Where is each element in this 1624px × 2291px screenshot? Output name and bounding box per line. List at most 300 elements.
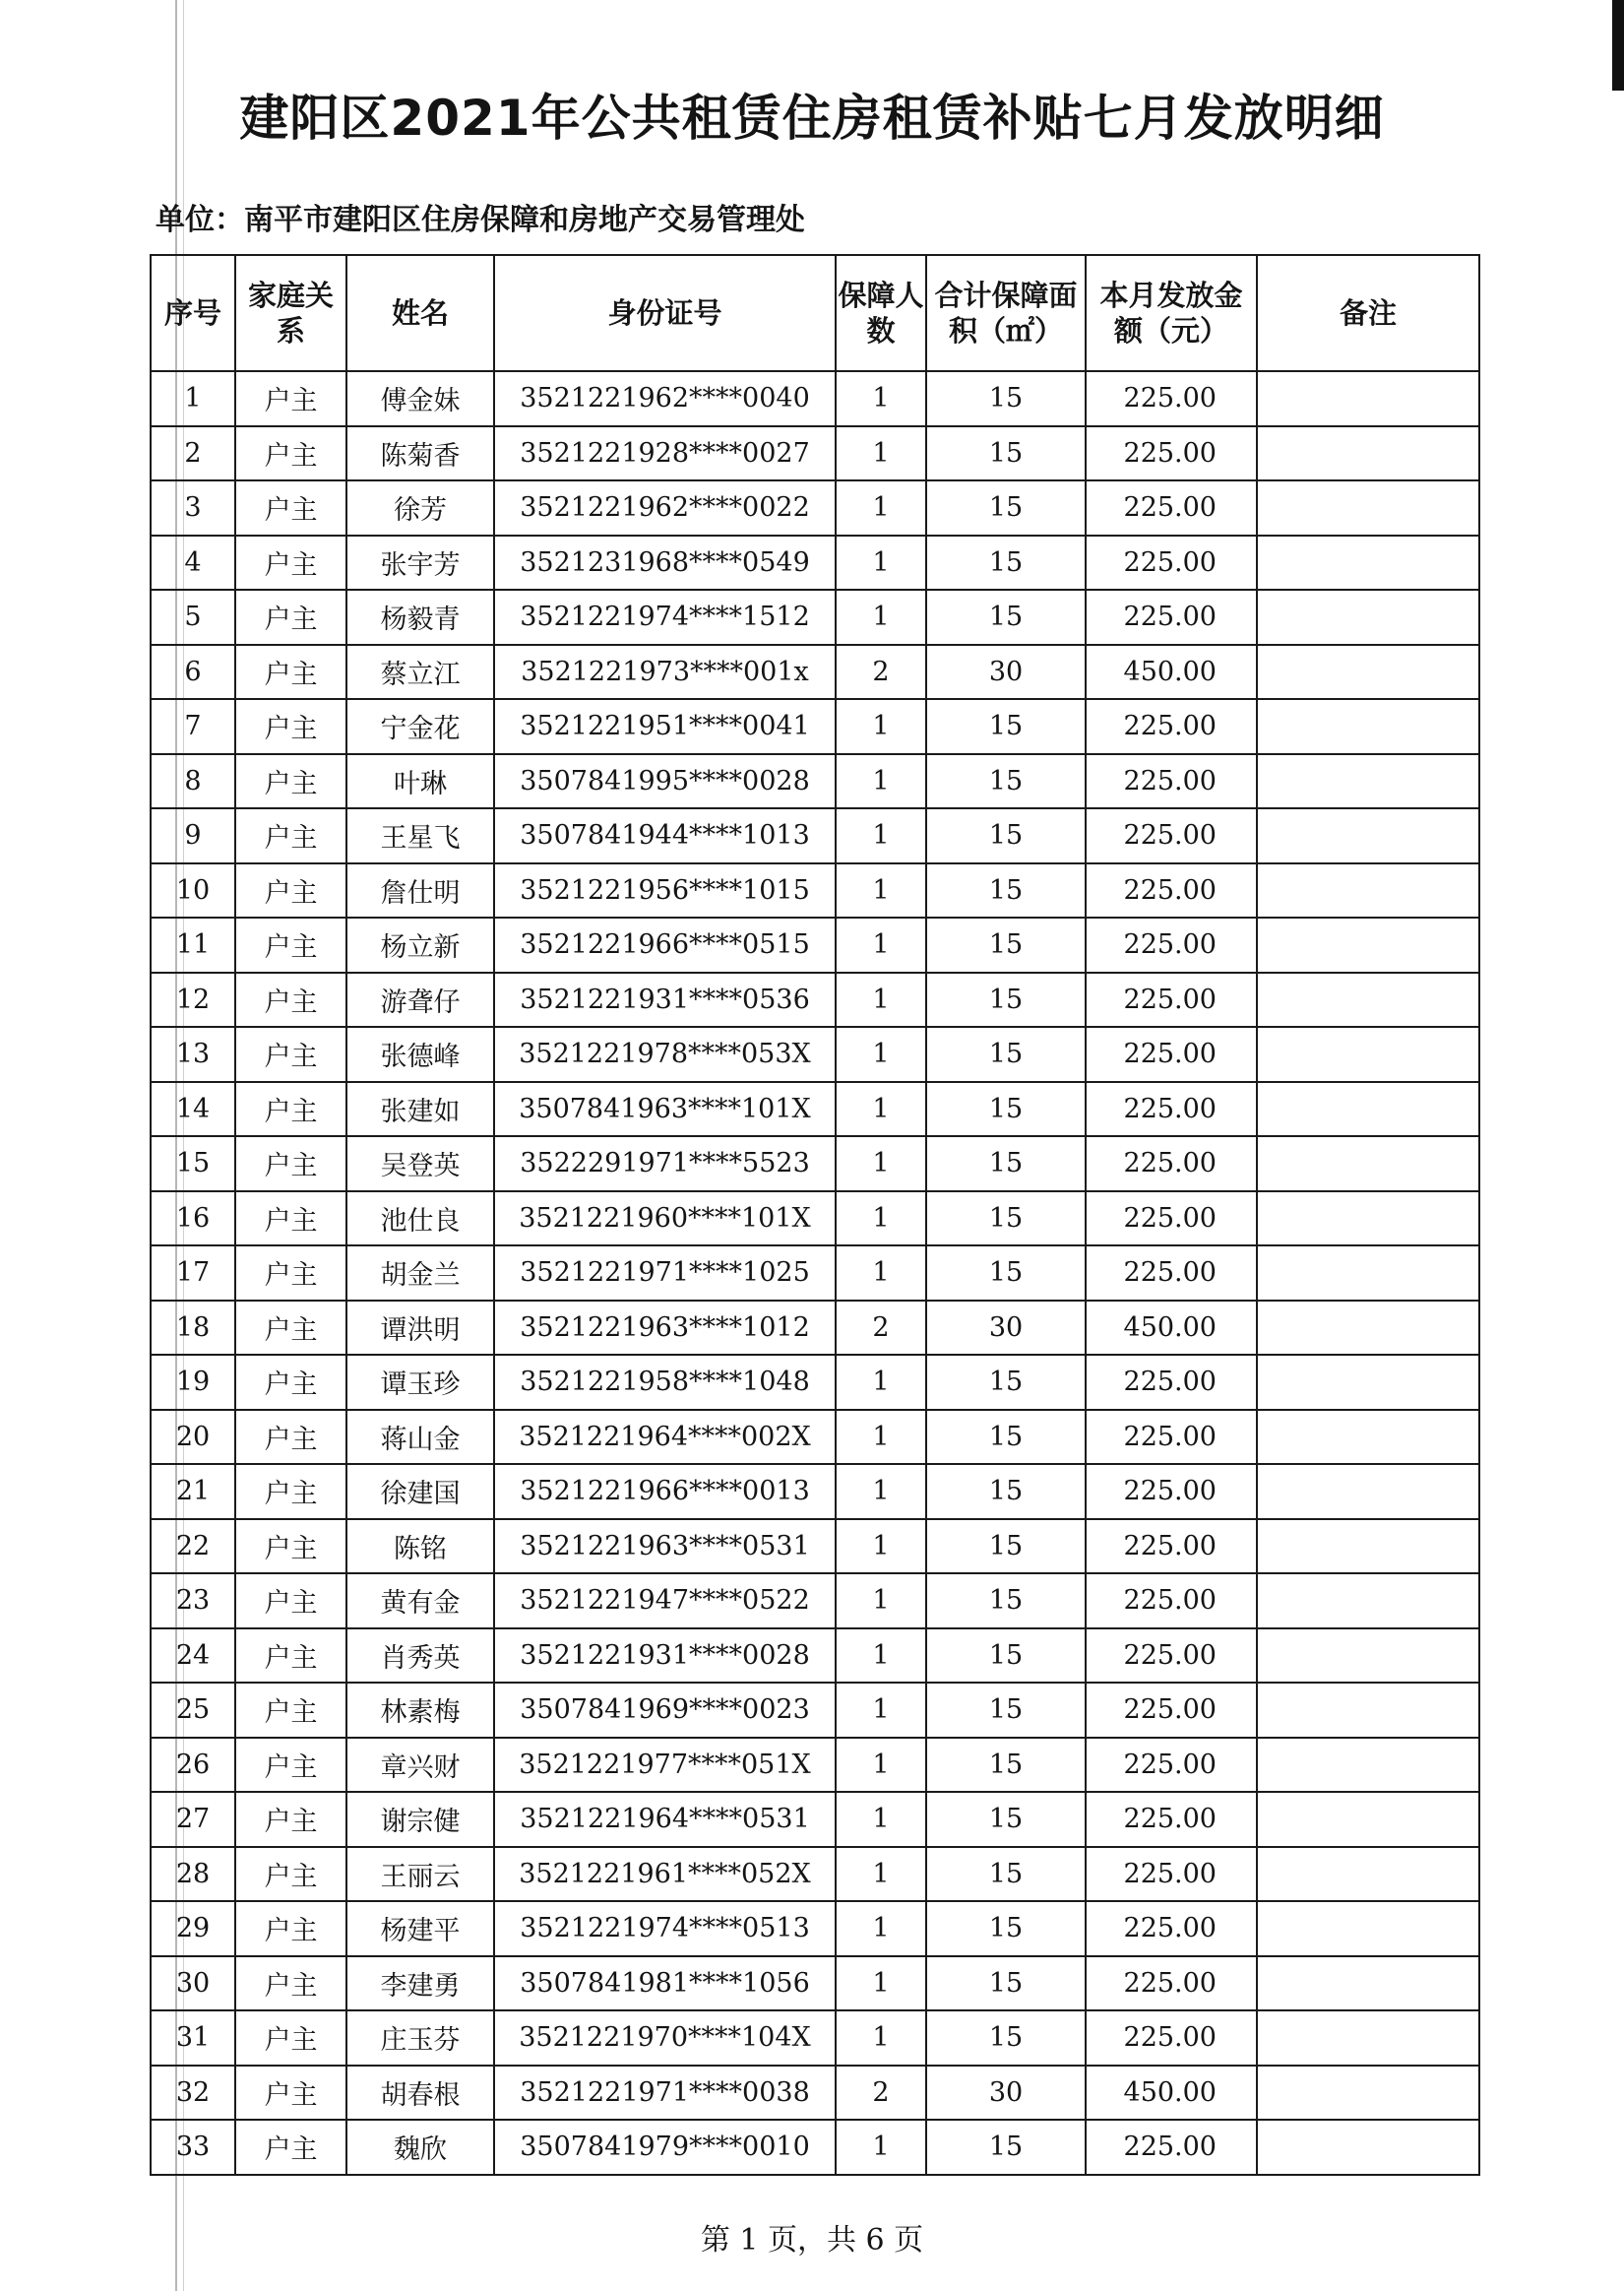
cell-id: 3507841995****0028 [494, 754, 836, 809]
cell-persons: 1 [836, 1847, 926, 1902]
cell-area: 15 [926, 1628, 1086, 1684]
cell-id: 3521221974****0513 [494, 1901, 836, 1956]
cell-area: 15 [926, 1355, 1086, 1410]
table-row [151, 973, 1479, 1028]
cell-id: 3521221931****0536 [494, 973, 836, 1028]
table-row [151, 590, 1479, 645]
cell-amount: 225.00 [1086, 1027, 1257, 1082]
page-footer: 第 1 页，共 6 页 [700, 2223, 924, 2258]
header-amount: 本月发放金额（元） [1086, 255, 1257, 371]
table-row [151, 645, 1479, 700]
cell-remark [1257, 1245, 1479, 1301]
cell-seq: 30 [151, 1956, 235, 2011]
cell-remark [1257, 1355, 1479, 1410]
cell-area: 15 [926, 371, 1086, 426]
cell-relation: 户主 [235, 1573, 346, 1628]
cell-remark [1257, 918, 1479, 973]
table-row [151, 2120, 1479, 2175]
table-row [151, 808, 1479, 863]
cell-remark [1257, 1573, 1479, 1628]
cell-relation: 户主 [235, 1082, 346, 1137]
cell-seq: 16 [151, 1191, 235, 1246]
cell-area: 15 [926, 536, 1086, 591]
cell-relation: 户主 [235, 480, 346, 536]
cell-persons: 2 [836, 645, 926, 700]
cell-relation: 户主 [235, 973, 346, 1028]
cell-relation: 户主 [235, 371, 346, 426]
cell-id: 3521221964****0531 [494, 1792, 836, 1847]
cell-area: 15 [926, 480, 1086, 536]
cell-id: 3521221956****1015 [494, 863, 836, 919]
cell-relation: 户主 [235, 1410, 346, 1465]
cell-persons: 1 [836, 2120, 926, 2175]
cell-seq: 13 [151, 1027, 235, 1082]
cell-persons: 1 [836, 426, 926, 481]
cell-relation: 户主 [235, 1464, 346, 1519]
cell-name: 谭玉珍 [346, 1355, 494, 1410]
cell-name: 谢宗健 [346, 1792, 494, 1847]
cell-amount: 225.00 [1086, 1956, 1257, 2011]
cell-remark [1257, 808, 1479, 863]
cell-amount: 225.00 [1086, 1683, 1257, 1738]
cell-persons: 1 [836, 1683, 926, 1738]
cell-amount: 225.00 [1086, 699, 1257, 754]
cell-persons: 1 [836, 1628, 926, 1684]
cell-relation: 户主 [235, 1136, 346, 1191]
cell-amount: 450.00 [1086, 645, 1257, 700]
cell-seq: 3 [151, 480, 235, 536]
table-row [151, 1410, 1479, 1465]
cell-id: 3521221964****002X [494, 1410, 836, 1465]
cell-persons: 1 [836, 1191, 926, 1246]
cell-persons: 1 [836, 1738, 926, 1793]
cell-remark [1257, 1136, 1479, 1191]
cell-amount: 225.00 [1086, 1573, 1257, 1628]
cell-persons: 1 [836, 754, 926, 809]
cell-remark [1257, 1683, 1479, 1738]
cell-area: 15 [926, 1683, 1086, 1738]
cell-persons: 1 [836, 1027, 926, 1082]
table-row [151, 2066, 1479, 2121]
cell-area: 30 [926, 1301, 1086, 1356]
cell-remark [1257, 2066, 1479, 2121]
cell-relation: 户主 [235, 1792, 346, 1847]
cell-amount: 450.00 [1086, 2066, 1257, 2121]
cell-amount: 225.00 [1086, 863, 1257, 919]
cell-name: 李建勇 [346, 1956, 494, 2011]
cell-id: 3521221931****0028 [494, 1628, 836, 1684]
cell-persons: 1 [836, 1245, 926, 1301]
cell-persons: 1 [836, 1082, 926, 1137]
cell-area: 15 [926, 1082, 1086, 1137]
table-row [151, 371, 1479, 426]
cell-amount: 225.00 [1086, 973, 1257, 1028]
table-row [151, 1573, 1479, 1628]
cell-amount: 225.00 [1086, 1410, 1257, 1465]
cell-persons: 1 [836, 699, 926, 754]
cell-relation: 户主 [235, 1027, 346, 1082]
cell-amount: 225.00 [1086, 1245, 1257, 1301]
cell-area: 15 [926, 1573, 1086, 1628]
table-row [151, 1464, 1479, 1519]
cell-remark [1257, 645, 1479, 700]
scan-edge-mark [1612, 0, 1624, 91]
cell-relation: 户主 [235, 590, 346, 645]
cell-remark [1257, 1410, 1479, 1465]
cell-amount: 225.00 [1086, 1847, 1257, 1902]
cell-relation: 户主 [235, 426, 346, 481]
table-row [151, 536, 1479, 591]
subsidy-table [150, 254, 1480, 2176]
cell-amount: 225.00 [1086, 2120, 1257, 2175]
cell-seq: 32 [151, 2066, 235, 2121]
cell-persons: 1 [836, 1792, 926, 1847]
cell-name: 詹仕明 [346, 863, 494, 919]
cell-relation: 户主 [235, 645, 346, 700]
cell-persons: 1 [836, 808, 926, 863]
cell-relation: 户主 [235, 754, 346, 809]
cell-seq: 28 [151, 1847, 235, 1902]
cell-persons: 1 [836, 1464, 926, 1519]
table-row [151, 1847, 1479, 1902]
cell-amount: 225.00 [1086, 1464, 1257, 1519]
cell-remark [1257, 1519, 1479, 1574]
table-row [151, 1027, 1479, 1082]
cell-remark [1257, 1792, 1479, 1847]
cell-id: 3521221958****1048 [494, 1355, 836, 1410]
cell-remark [1257, 1956, 1479, 2011]
cell-area: 15 [926, 1956, 1086, 2011]
cell-seq: 5 [151, 590, 235, 645]
cell-relation: 户主 [235, 1683, 346, 1738]
table-row [151, 2010, 1479, 2066]
cell-relation: 户主 [235, 1738, 346, 1793]
cell-relation: 户主 [235, 536, 346, 591]
cell-remark [1257, 699, 1479, 754]
cell-area: 15 [926, 1519, 1086, 1574]
cell-name: 游聋仔 [346, 973, 494, 1028]
cell-seq: 17 [151, 1245, 235, 1301]
cell-amount: 225.00 [1086, 1901, 1257, 1956]
header-relation: 家庭关系 [235, 255, 346, 371]
cell-id: 3521221962****0022 [494, 480, 836, 536]
cell-remark [1257, 371, 1479, 426]
table-row [151, 1301, 1479, 1356]
cell-id: 3521221966****0013 [494, 1464, 836, 1519]
table-row [151, 1683, 1479, 1738]
cell-seq: 14 [151, 1082, 235, 1137]
cell-name: 傅金妹 [346, 371, 494, 426]
cell-amount: 225.00 [1086, 2010, 1257, 2066]
cell-remark [1257, 426, 1479, 481]
cell-area: 15 [926, 2120, 1086, 2175]
cell-seq: 12 [151, 973, 235, 1028]
table-row [151, 1628, 1479, 1684]
cell-id: 3507841944****1013 [494, 808, 836, 863]
cell-area: 15 [926, 1191, 1086, 1246]
cell-name: 蒋山金 [346, 1410, 494, 1465]
table-row [151, 480, 1479, 536]
cell-remark [1257, 2010, 1479, 2066]
cell-seq: 31 [151, 2010, 235, 2066]
cell-area: 30 [926, 645, 1086, 700]
cell-seq: 2 [151, 426, 235, 481]
header-area: 合计保障面积（㎡） [926, 255, 1086, 371]
cell-name: 张建如 [346, 1082, 494, 1137]
cell-persons: 1 [836, 2010, 926, 2066]
cell-name: 张德峰 [346, 1027, 494, 1082]
cell-seq: 20 [151, 1410, 235, 1465]
cell-area: 15 [926, 1245, 1086, 1301]
cell-persons: 1 [836, 536, 926, 591]
document-title: 建阳区2021年公共租赁住房租赁补贴七月发放明细 [239, 90, 1385, 147]
cell-id: 3521221966****0515 [494, 918, 836, 973]
cell-amount: 225.00 [1086, 1355, 1257, 1410]
cell-relation: 户主 [235, 1519, 346, 1574]
cell-relation: 户主 [235, 2010, 346, 2066]
table-row [151, 426, 1479, 481]
cell-area: 15 [926, 918, 1086, 973]
cell-id: 3521221963****1012 [494, 1301, 836, 1356]
cell-seq: 33 [151, 2120, 235, 2175]
cell-area: 15 [926, 1847, 1086, 1902]
cell-area: 30 [926, 2066, 1086, 2121]
cell-id: 3521221960****101X [494, 1191, 836, 1246]
cell-remark [1257, 2120, 1479, 2175]
cell-area: 15 [926, 1136, 1086, 1191]
cell-name: 陈铭 [346, 1519, 494, 1574]
cell-area: 15 [926, 1027, 1086, 1082]
cell-id: 3521221970****104X [494, 2010, 836, 2066]
cell-seq: 21 [151, 1464, 235, 1519]
cell-area: 15 [926, 808, 1086, 863]
cell-remark [1257, 973, 1479, 1028]
cell-area: 15 [926, 1901, 1086, 1956]
cell-name: 杨建平 [346, 1901, 494, 1956]
cell-amount: 225.00 [1086, 590, 1257, 645]
cell-persons: 1 [836, 1573, 926, 1628]
table-row [151, 1245, 1479, 1301]
cell-amount: 225.00 [1086, 371, 1257, 426]
cell-area: 15 [926, 973, 1086, 1028]
cell-persons: 1 [836, 371, 926, 426]
table-row [151, 1355, 1479, 1410]
unit-line: 单位：南平市建阳区住房保障和房地产交易管理处 [156, 203, 805, 237]
cell-relation: 户主 [235, 699, 346, 754]
table-row [151, 699, 1479, 754]
cell-area: 15 [926, 590, 1086, 645]
cell-id: 3522291971****5523 [494, 1136, 836, 1191]
cell-id: 3507841981****1056 [494, 1956, 836, 2011]
cell-amount: 225.00 [1086, 1738, 1257, 1793]
cell-area: 15 [926, 699, 1086, 754]
cell-remark [1257, 1628, 1479, 1684]
cell-name: 黄有金 [346, 1573, 494, 1628]
cell-relation: 户主 [235, 2066, 346, 2121]
cell-name: 庄玉芬 [346, 2010, 494, 2066]
cell-relation: 户主 [235, 1628, 346, 1684]
cell-name: 徐芳 [346, 480, 494, 536]
table-row [151, 1901, 1479, 1956]
cell-id: 3521221962****0040 [494, 371, 836, 426]
header-name: 姓名 [346, 255, 494, 371]
cell-seq: 27 [151, 1792, 235, 1847]
cell-name: 胡春根 [346, 2066, 494, 2121]
cell-seq: 22 [151, 1519, 235, 1574]
cell-name: 魏欣 [346, 2120, 494, 2175]
table-row [151, 1956, 1479, 2011]
header-persons: 保障人数 [836, 255, 926, 371]
cell-area: 15 [926, 2010, 1086, 2066]
cell-persons: 1 [836, 918, 926, 973]
cell-amount: 225.00 [1086, 536, 1257, 591]
table-row [151, 754, 1479, 809]
cell-seq: 11 [151, 918, 235, 973]
header-seq: 序号 [151, 255, 235, 371]
cell-relation: 户主 [235, 2120, 346, 2175]
cell-persons: 1 [836, 1519, 926, 1574]
cell-seq: 15 [151, 1136, 235, 1191]
cell-relation: 户主 [235, 1956, 346, 2011]
cell-name: 张宇芳 [346, 536, 494, 591]
cell-area: 15 [926, 1792, 1086, 1847]
cell-relation: 户主 [235, 1355, 346, 1410]
cell-area: 15 [926, 1738, 1086, 1793]
cell-name: 谭洪明 [346, 1301, 494, 1356]
cell-id: 3521221971****0038 [494, 2066, 836, 2121]
cell-name: 肖秀英 [346, 1628, 494, 1684]
cell-name: 蔡立江 [346, 645, 494, 700]
cell-seq: 10 [151, 863, 235, 919]
table-row [151, 1738, 1479, 1793]
cell-name: 池仕良 [346, 1191, 494, 1246]
cell-id: 3521221974****1512 [494, 590, 836, 645]
cell-name: 王星飞 [346, 808, 494, 863]
table-row [151, 1519, 1479, 1574]
cell-seq: 4 [151, 536, 235, 591]
cell-remark [1257, 1082, 1479, 1137]
cell-seq: 29 [151, 1901, 235, 1956]
cell-remark [1257, 480, 1479, 536]
cell-persons: 1 [836, 480, 926, 536]
cell-relation: 户主 [235, 918, 346, 973]
cell-amount: 225.00 [1086, 426, 1257, 481]
cell-remark [1257, 1301, 1479, 1356]
cell-name: 王丽云 [346, 1847, 494, 1902]
header-id: 身份证号 [494, 255, 836, 371]
cell-persons: 1 [836, 1355, 926, 1410]
cell-remark [1257, 1847, 1479, 1902]
cell-name: 叶琳 [346, 754, 494, 809]
cell-amount: 225.00 [1086, 1136, 1257, 1191]
table-row [151, 1191, 1479, 1246]
cell-remark [1257, 754, 1479, 809]
cell-amount: 225.00 [1086, 1792, 1257, 1847]
cell-area: 15 [926, 754, 1086, 809]
table-row [151, 918, 1479, 973]
cell-persons: 2 [836, 2066, 926, 2121]
cell-remark [1257, 536, 1479, 591]
table-row [151, 1136, 1479, 1191]
cell-id: 3507841969****0023 [494, 1683, 836, 1738]
cell-id: 3507841979****0010 [494, 2120, 836, 2175]
cell-name: 杨立新 [346, 918, 494, 973]
cell-persons: 2 [836, 1301, 926, 1356]
cell-relation: 户主 [235, 808, 346, 863]
cell-remark [1257, 1901, 1479, 1956]
cell-name: 章兴财 [346, 1738, 494, 1793]
cell-seq: 18 [151, 1301, 235, 1356]
cell-id: 3507841963****101X [494, 1082, 836, 1137]
cell-amount: 225.00 [1086, 1628, 1257, 1684]
cell-persons: 1 [836, 590, 926, 645]
cell-remark [1257, 1464, 1479, 1519]
cell-name: 宁金花 [346, 699, 494, 754]
header-remark: 备注 [1257, 255, 1479, 371]
table-row [151, 1082, 1479, 1137]
cell-name: 徐建国 [346, 1464, 494, 1519]
cell-persons: 1 [836, 1410, 926, 1465]
cell-id: 3521221951****0041 [494, 699, 836, 754]
cell-relation: 户主 [235, 1245, 346, 1301]
cell-persons: 1 [836, 863, 926, 919]
cell-name: 胡金兰 [346, 1245, 494, 1301]
cell-id: 3521221977****051X [494, 1738, 836, 1793]
cell-id: 3521221947****0522 [494, 1573, 836, 1628]
cell-seq: 24 [151, 1628, 235, 1684]
cell-area: 15 [926, 426, 1086, 481]
cell-persons: 1 [836, 1901, 926, 1956]
cell-seq: 6 [151, 645, 235, 700]
cell-remark [1257, 1191, 1479, 1246]
cell-amount: 450.00 [1086, 1301, 1257, 1356]
cell-amount: 225.00 [1086, 808, 1257, 863]
cell-seq: 26 [151, 1738, 235, 1793]
cell-id: 3521231968****0549 [494, 536, 836, 591]
cell-amount: 225.00 [1086, 1519, 1257, 1574]
cell-seq: 19 [151, 1355, 235, 1410]
cell-amount: 225.00 [1086, 754, 1257, 809]
table-row [151, 863, 1479, 919]
cell-id: 3521221961****052X [494, 1847, 836, 1902]
cell-name: 陈菊香 [346, 426, 494, 481]
cell-persons: 1 [836, 1956, 926, 2011]
cell-relation: 户主 [235, 1301, 346, 1356]
cell-amount: 225.00 [1086, 480, 1257, 536]
cell-area: 15 [926, 1464, 1086, 1519]
cell-area: 15 [926, 863, 1086, 919]
cell-remark [1257, 1027, 1479, 1082]
cell-amount: 225.00 [1086, 1191, 1257, 1246]
table-body [151, 371, 1479, 2175]
cell-area: 15 [926, 1410, 1086, 1465]
cell-seq: 25 [151, 1683, 235, 1738]
cell-remark [1257, 1738, 1479, 1793]
cell-id: 3521221973****001x [494, 645, 836, 700]
cell-remark [1257, 863, 1479, 919]
cell-persons: 1 [836, 1136, 926, 1191]
cell-id: 3521221971****1025 [494, 1245, 836, 1301]
cell-seq: 23 [151, 1573, 235, 1628]
cell-amount: 225.00 [1086, 918, 1257, 973]
cell-name: 吴登英 [346, 1136, 494, 1191]
table-header-row [151, 255, 1479, 371]
cell-name: 林素梅 [346, 1683, 494, 1738]
cell-amount: 225.00 [1086, 1082, 1257, 1137]
cell-seq: 7 [151, 699, 235, 754]
cell-persons: 1 [836, 973, 926, 1028]
cell-relation: 户主 [235, 1191, 346, 1246]
